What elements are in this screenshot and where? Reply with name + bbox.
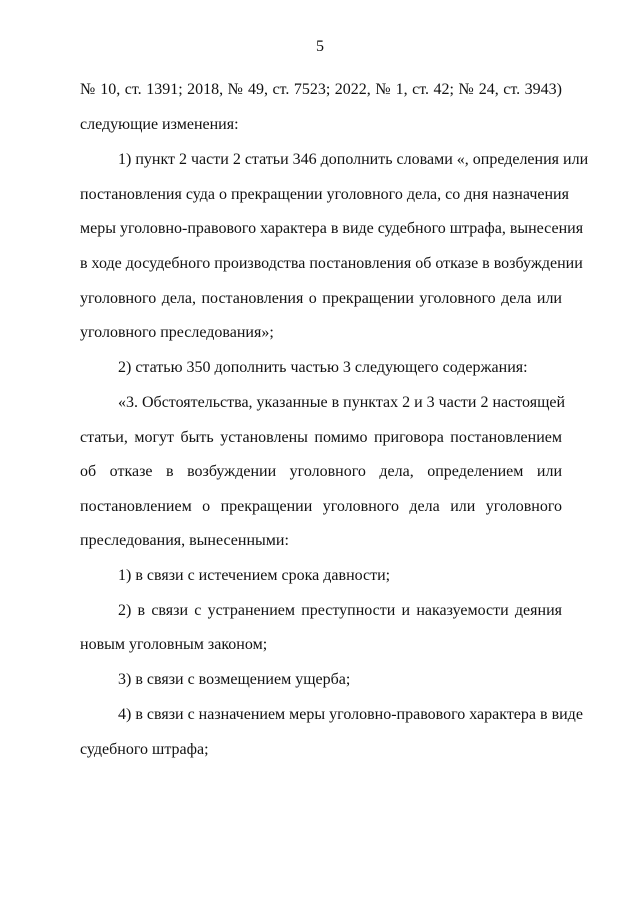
text-line: постановления суда о прекращении уголовного дела, со дня назначения	[80, 186, 569, 203]
text-line: новым уголовным законом;	[80, 636, 268, 653]
text-line: 2) статью 350 дополнить частью 3 следующего содержания:	[118, 359, 528, 376]
text-line: № 10, ст. 1391; 2018, № 49, ст. 7523; 2022, № 1, ст. 42; № 24, ст. 3943)	[80, 81, 562, 98]
text-line: преследования, вынесенными:	[80, 532, 289, 549]
text-line: об отказе в возбуждении уголовного дела, определением или	[80, 463, 562, 480]
text-line: уголовного дела, постановления о прекращении уголовного дела или	[80, 290, 562, 307]
text-line: 3) в связи с возмещением ущерба;	[118, 671, 351, 688]
text-line: следующие изменения:	[80, 116, 239, 133]
text-line: 1) пункт 2 части 2 статьи 346 дополнить словами «, определения или	[118, 151, 589, 168]
text-line: 4) в связи с назначением меры уголовно-правового характера в виде	[118, 706, 583, 723]
text-line: уголовного преследования»;	[80, 324, 274, 341]
text-line: 2) в связи с устранением преступности и наказуемости деяния	[118, 602, 562, 619]
text-line: постановлением о прекращении уголовного дела или уголовного	[80, 498, 562, 515]
text-line: меры уголовно-правового характера в виде судебного штрафа, вынесения	[80, 220, 584, 237]
page-number: 5	[316, 38, 324, 55]
text-line: 1) в связи с истечением срока давности;	[118, 567, 391, 584]
text-line: судебного штрафа;	[80, 741, 209, 758]
text-line: в ходе досудебного производства постановления об отказе в возбуждении	[80, 255, 583, 272]
text-line: «3. Обстоятельства, указанные в пунктах 2 и 3 части 2 настоящей	[118, 394, 566, 411]
text-line: статьи, могут быть установлены помимо приговора постановлением	[80, 429, 562, 446]
